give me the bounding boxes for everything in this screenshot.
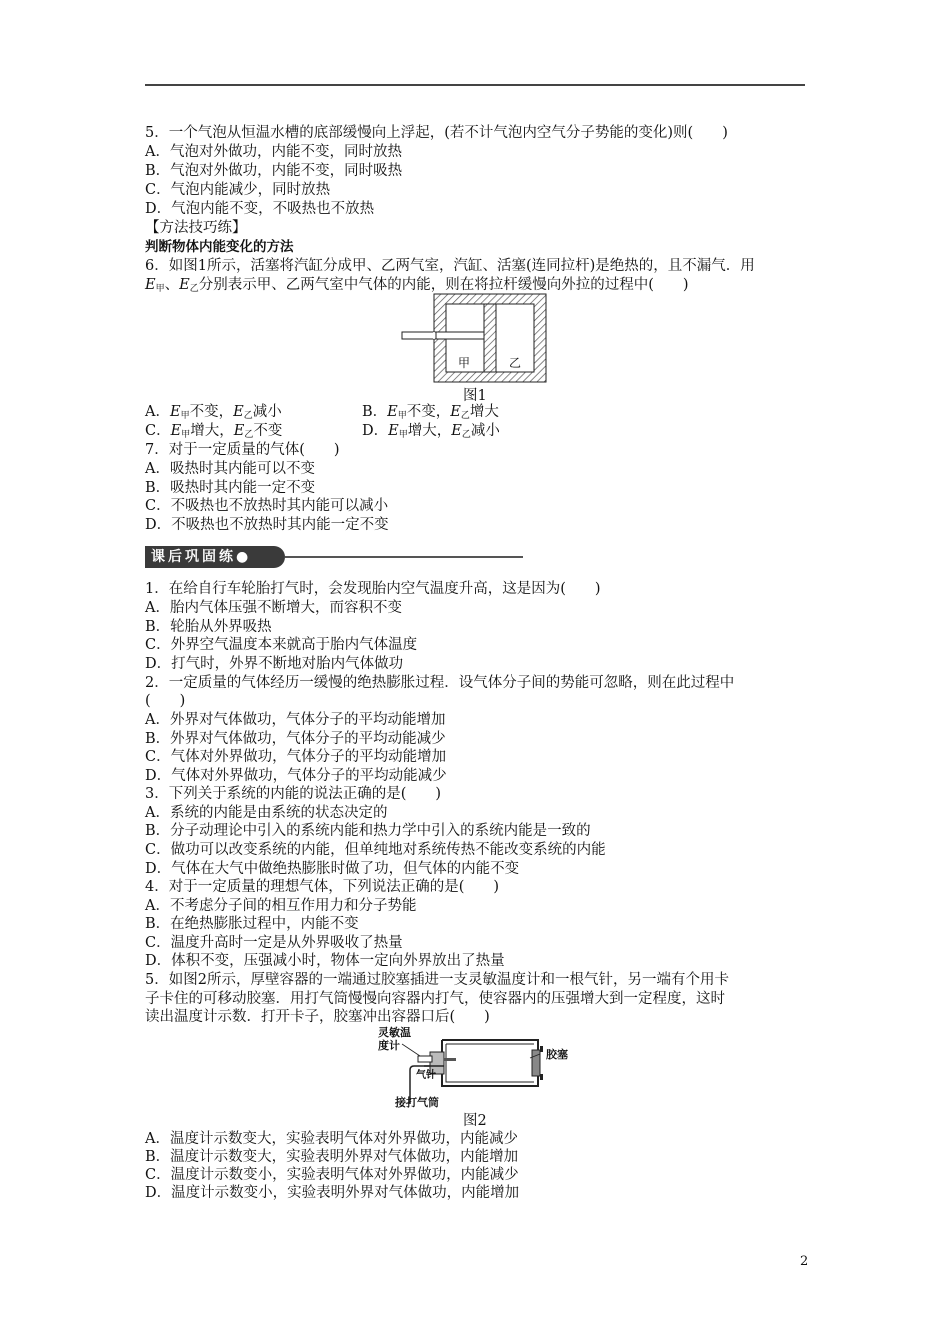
q7-option-a: A．吸热时其内能可以不变 <box>145 461 315 477</box>
banner-rule <box>285 556 523 558</box>
figure-2-label-thermometer-line1: 灵敏温 <box>378 1026 411 1039</box>
figure-1-caption: 图1 <box>463 388 487 404</box>
h1-option-b: B．轮胎从外界吸热 <box>145 619 272 635</box>
section-banner-label: 课后巩固练● <box>151 549 252 565</box>
h2-option-b: B．外界对气体做功，气体分子的平均动能减少 <box>145 731 446 747</box>
section-method-heading: 【方法技巧练】 <box>145 220 247 236</box>
h3-option-a: A．系统的内能是由系统的状态决定的 <box>145 805 388 821</box>
figure-2-label-plug: 胶塞 <box>546 1048 568 1061</box>
h5-option-b: B．温度计示数变大，实验表明外界对气体做功，内能增加 <box>145 1149 519 1165</box>
figure-2-label-needle: 气针 <box>416 1070 436 1081</box>
q5-option-b: B．气泡对外做功，内能不变，同时吸热 <box>145 163 403 179</box>
q7-option-b: B．吸热时其内能一定不变 <box>145 480 316 496</box>
h2-stem-line2: ( ) <box>145 693 186 709</box>
h1-option-d: D．打气时，外界不断地对胎内气体做功 <box>145 656 404 672</box>
h3-option-c: C．做功可以改变系统的内能，但单纯地对系统传热不能改变系统的内能 <box>145 842 606 858</box>
h1-option-a: A．胎内气体压强不断增大，而容积不变 <box>145 600 402 616</box>
h1-stem: 1．在给自行车轮胎打气时，会发现胎内空气温度升高，这是因为( ) <box>145 581 601 597</box>
h4-option-d: D．体积不变，压强减小时，物体一定向外界放出了热量 <box>145 953 505 969</box>
h3-stem: 3．下列关于系统的内能的说法正确的是( ) <box>145 786 442 802</box>
h2-option-c: C．气体对外界做功，气体分子的平均动能增加 <box>145 749 447 765</box>
h1-option-c: C．外界空气温度本来就高于胎内气体温度 <box>145 637 418 653</box>
h5-stem-line1: 5．如图2所示，厚壁容器的一端通过胶塞插进一支灵敏温度计和一根气针，另一端有个用卡 <box>145 972 729 988</box>
h2-option-d: D．气体对外界做功，气体分子的平均动能减少 <box>145 768 447 784</box>
q5-option-c: C．气泡内能减少，同时放热 <box>145 182 331 198</box>
section-method-title: 判断物体内能变化的方法 <box>145 239 294 255</box>
q7-stem: 7．对于一定质量的气体( ) <box>145 442 340 458</box>
h5-stem-line2: 子卡住的可移动胶塞．用打气筒慢慢向容器内打气，使容器内的压强增大到一定程度，这时 <box>145 991 725 1007</box>
figure-2-label-thermometer-line2: 度计 <box>378 1039 400 1052</box>
h5-stem-line3: 读出温度计示数．打开卡子，胶塞冲出容器口后( ) <box>145 1009 490 1025</box>
figure-2-label-pump: 接打气筒 <box>395 1096 439 1109</box>
section-banner <box>145 546 285 568</box>
h2-stem-line1: 2．一定质量的气体经历一缓慢的绝热膨胀过程．设气体分子间的势能可忽略，则在此过程中 <box>145 675 735 691</box>
q6-option-c: C．$E_甲$增大，$E_乙$不变 <box>145 423 283 440</box>
figure-1-label-yi: 乙 <box>509 356 522 370</box>
h4-stem: 4．对于一定质量的理想气体，下列说法正确的是( ) <box>145 879 500 895</box>
q7-option-c: C．不吸热也不放热时其内能可以减小 <box>145 498 389 514</box>
h4-option-c: C．温度升高时一定是从外界吸收了热量 <box>145 935 403 951</box>
q5-stem: 5．一个气泡从恒温水槽的底部缓慢向上浮起，(若不计气泡内空气分子势能的变化)则( ) <box>145 125 728 141</box>
header-rule <box>145 84 805 86</box>
h5-option-c: C．温度计示数变小，实验表明气体对外界做功，内能减少 <box>145 1167 519 1183</box>
q6-stem-line2: $E_甲$、$E_乙$分别表示甲、乙两气室中气体的内能，则在将拉杆缓慢向外拉的过程中( ) <box>145 277 689 294</box>
figure-1-cylinder <box>400 292 550 386</box>
h4-option-a: A．不考虑分子间的相互作用力和分子势能 <box>145 898 417 914</box>
figure-2-caption: 图2 <box>463 1113 487 1129</box>
h4-option-b: B．在绝热膨胀过程中，内能不变 <box>145 916 359 932</box>
q6-option-a: A．$E_甲$不变，$E_乙$减小 <box>145 404 282 421</box>
figure-1-label-jia: 甲 <box>458 356 471 370</box>
q5-option-a: A．气泡对外做功，内能不变，同时放热 <box>145 144 402 160</box>
q6-stem-line1: 6．如图1所示，活塞将汽缸分成甲、乙两气室，汽缸、活塞(连同拉杆)是绝热的，且不漏气．用 <box>145 258 755 274</box>
q7-option-d: D．不吸热也不放热时其内能一定不变 <box>145 517 389 533</box>
h5-option-d: D．温度计示数变小，实验表明外界对气体做功，内能增加 <box>145 1185 520 1201</box>
h5-option-a: A．温度计示数变大，实验表明气体对外界做功，内能减少 <box>145 1131 518 1147</box>
h3-option-d: D．气体在大气中做绝热膨胀时做了功，但气体的内能不变 <box>145 861 520 877</box>
h3-option-b: B．分子动理论中引入的系统内能和热力学中引入的系统内能是一致的 <box>145 823 591 839</box>
q6-option-d: D．$E_甲$增大，$E_乙$减小 <box>362 423 500 440</box>
q5-option-d: D．气泡内能不变，不吸热也不放热 <box>145 201 375 217</box>
q6-option-b: B．$E_甲$不变，$E_乙$增大 <box>362 404 499 421</box>
h2-option-a: A．外界对气体做功，气体分子的平均动能增加 <box>145 712 446 728</box>
page-number: 2 <box>800 1254 809 1269</box>
